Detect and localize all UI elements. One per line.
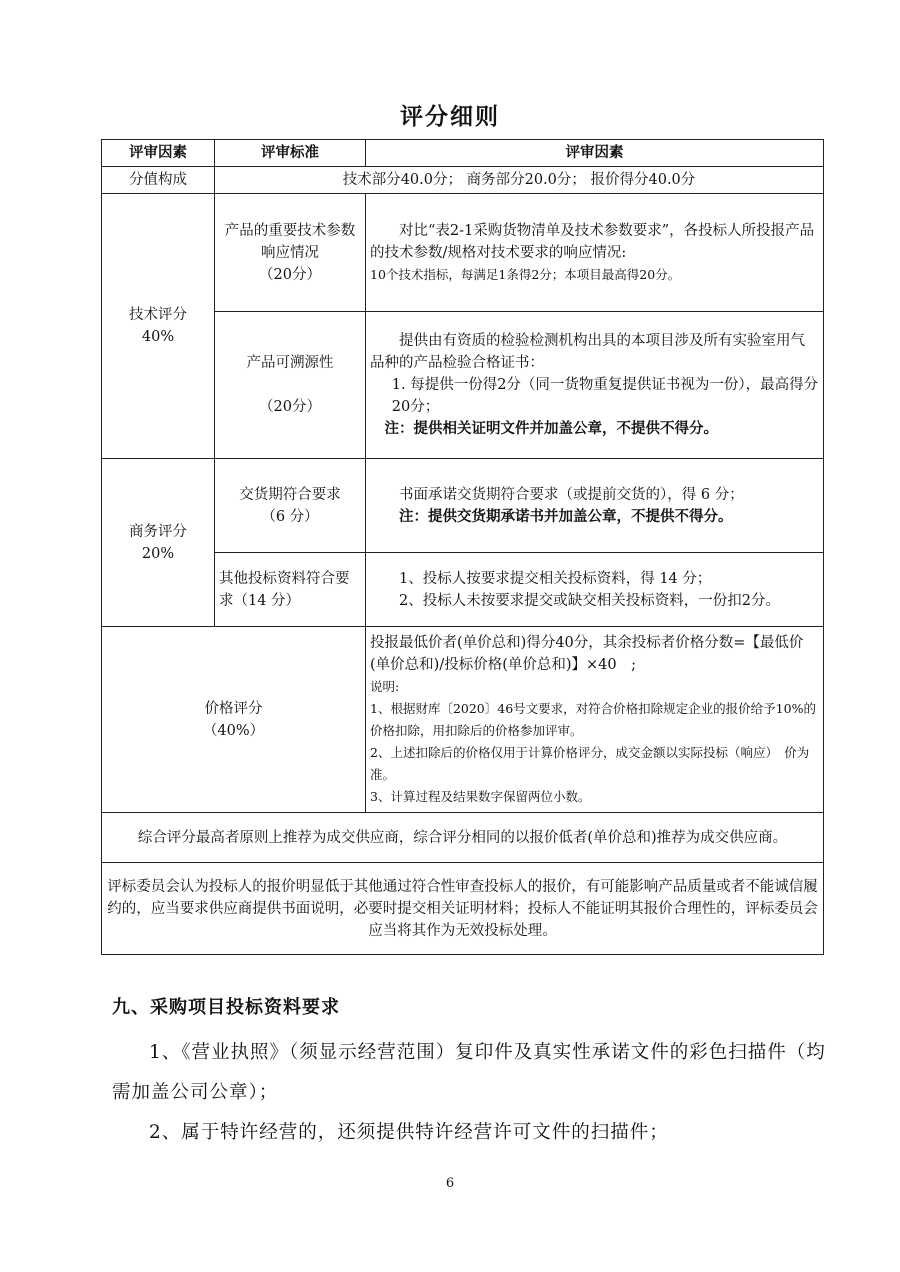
- page-title: 评分细则: [400, 103, 500, 130]
- table-row: [102, 813, 824, 863]
- detail-line: 注：提供相关证明文件并加盖公章，不提供不得分。: [384, 420, 718, 437]
- price-note: 3、计算过程及结果数字保留两位小数。: [370, 788, 591, 804]
- detail-line: 10个技术指标，每满足1条得2分；本项目最高得20分。: [370, 266, 681, 282]
- price-note: 2、上述扣除后的价格仅用于计算价格评分，成交金额以实际投标（响应） 价为准。: [370, 744, 810, 782]
- business-group-pct: 20%: [141, 545, 175, 562]
- page-number: 6: [445, 1176, 455, 1191]
- price-notes-label: 说明:: [370, 678, 400, 694]
- price-pct: （40%）: [202, 722, 265, 739]
- criterion-points: （20分）: [259, 399, 321, 415]
- header-cell: 评审因素: [102, 140, 215, 167]
- detail-line: 1. 每提供一份得2分（同一货物重复提供证书视为一份），最高得分20分；: [391, 377, 819, 415]
- table-row: [102, 863, 824, 955]
- price-cell: [102, 627, 366, 813]
- detail-line: 2、投标人未按要求提交或缺交相关投标资料，一份扣2分。: [399, 592, 780, 609]
- criterion-points: （20分）: [259, 266, 321, 283]
- technical-group-pct: 40%: [141, 329, 175, 345]
- price-detail: [366, 627, 824, 813]
- price-label: 价格评分: [204, 700, 263, 717]
- detail-line: 提供由有资质的检验检测机构出具的本项目涉及所有实验室用气品种的产品检验合格证书：: [370, 333, 805, 371]
- detail-line: 1、投标人按要求提交相关投标资料，得 14 分；: [399, 570, 712, 587]
- technical-group-cell: [102, 194, 215, 459]
- criterion-cell: [215, 553, 366, 627]
- criterion-detail: [366, 312, 824, 459]
- criterion-name: 交货期符合要求: [239, 486, 341, 503]
- section-paragraph: 1、《营业执照》（须显示经营范围）复印件及真实性承诺文件的彩色扫描件（均需加盖公司公章）；: [112, 1042, 826, 1103]
- criterion-cell: [215, 194, 366, 312]
- score-composition-value: 技术部分40.0分； 商务部分20.0分； 报价得分40.0分: [215, 167, 824, 194]
- section-heading: 九、采购项目投标资料要求: [112, 997, 340, 1018]
- criterion-cell: [215, 312, 366, 459]
- scoring-table: [101, 139, 824, 955]
- detail-line: 注：提供交货期承诺书并加盖公章，不提供不得分。: [399, 507, 733, 525]
- header-cell: 评审标准: [215, 140, 366, 167]
- section-paragraph: 2、属于特许经营的，还须提供特许经营许可文件的扫描件；: [149, 1122, 669, 1143]
- table-row: [102, 627, 824, 813]
- business-group-label: 商务评分: [129, 523, 187, 540]
- price-formula: 投报最低价者(单价总和)得分40分，其余投标者价格分数=【最低价(单价总和)/投标价格(单价总和)】×40 ;: [370, 634, 804, 673]
- detail-line: 对比“表2-1采购货物清单及技术参数要求”，各投标人所投报产品的技术参数/规格对技术要求的响应情况:: [370, 222, 815, 261]
- score-composition-row: [102, 167, 824, 194]
- header-cell: 评审因素: [366, 140, 824, 167]
- note-cell: 评标委员会认为投标人的报价明显低于其他通过符合性审查投标人的报价，有可能影响产品质量或者不能诚信履约的，应当要求供应商提供书面说明，必要时提交相关证明材料；投标人不能证明其报价合理性的，评标委员会应当将其作为无效投标处理。: [102, 863, 824, 955]
- criterion-cell: [215, 459, 366, 553]
- criterion-detail: [366, 459, 824, 553]
- technical-group-label: 技术评分: [129, 307, 187, 323]
- detail-line: 书面承诺交货期符合要求（或提前交货的），得 6 分；: [399, 486, 744, 503]
- table-row: [102, 459, 824, 553]
- criterion-points: （14 分）: [233, 592, 301, 609]
- criterion-name: 其他投标资料符合要求: [219, 570, 350, 609]
- criterion-points: （6 分）: [261, 508, 319, 525]
- criterion-name: 产品可溯源性: [246, 355, 334, 371]
- criterion-name: 产品的重要技术参数响应情况: [224, 222, 356, 261]
- score-composition-label: 分值构成: [102, 167, 215, 194]
- criterion-detail: [366, 194, 824, 312]
- summary-cell: 综合评分最高者原则上推荐为成交供应商，综合评分相同的以报价低者(单价总和)推荐为成交供应商。: [102, 813, 824, 863]
- business-group-cell: [102, 459, 215, 627]
- price-note: 1、根据财库〔2020〕46号文要求，对符合价格扣除规定企业的报价给予10%的价格扣除，用扣除后的价格参加评审。: [370, 700, 816, 738]
- criterion-detail: [366, 553, 824, 627]
- table-header-row: [102, 140, 824, 167]
- table-row: [102, 194, 824, 312]
